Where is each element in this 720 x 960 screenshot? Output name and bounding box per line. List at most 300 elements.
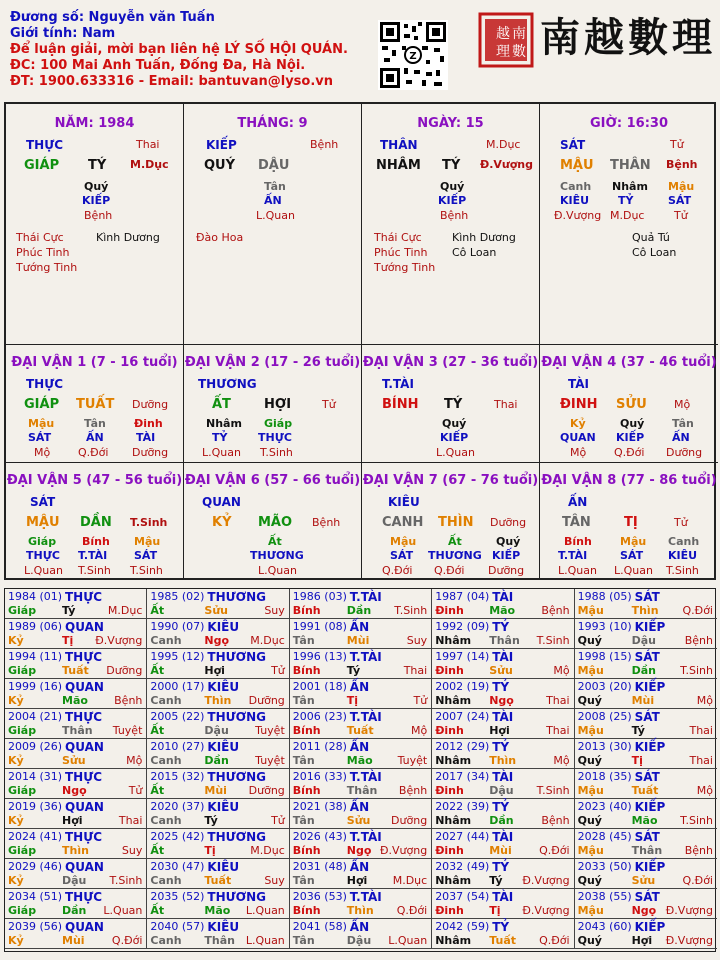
year-cell (575, 589, 717, 619)
phase-label: T.Sinh (536, 784, 570, 797)
phase-label: Dưỡng (490, 516, 527, 529)
star-list: Kình Dương Cô Loan (452, 231, 516, 259)
hidden-god: THƯƠNG (250, 549, 304, 562)
earthly-branch: Hợi (489, 724, 510, 737)
year-label: 2013 (30) (577, 740, 632, 753)
year-label: 1992 (09) (435, 620, 490, 633)
year-cell (147, 619, 289, 649)
phase-label: Đ.Vượng (95, 634, 143, 647)
year-cell (432, 739, 574, 769)
pillar-title: NGÀY: 15 (417, 116, 484, 131)
heavenly-stem: Canh (150, 754, 182, 767)
star-list: Kình Dương (96, 231, 160, 244)
ten-god-label: ẤN (349, 740, 370, 754)
hidden-phase: Q.Đới (78, 446, 109, 459)
year-cell (290, 919, 432, 949)
year-label: 2036 (53) (292, 890, 347, 903)
heavenly-stem: Mậu (577, 604, 604, 617)
year-cell (5, 799, 147, 829)
phase-label: Tuyệt (255, 754, 285, 767)
heavenly-stem: Kỷ (8, 934, 24, 947)
hidden-phase: Dưỡng (488, 564, 525, 577)
earthly-branch: Dậu (204, 724, 229, 737)
earthly-branch: TÝ (444, 397, 463, 412)
ten-god-label: QUAN (65, 620, 104, 634)
earthly-branch: Hợi (204, 664, 225, 677)
ten-god-label: TỶ (492, 740, 510, 754)
earthly-branch: Ngọ (204, 634, 230, 647)
year-cell (575, 709, 717, 739)
phase-label: Dưỡng (248, 694, 285, 707)
dai-van-title: ĐẠI VẬN 1 (7 - 16 tuổi) (11, 355, 178, 370)
ten-god-label: TÀI (492, 590, 514, 604)
hidden-god: THỰC (26, 549, 60, 562)
hidden-phase: Q.Đới (382, 564, 413, 577)
phase-label: L.Quan (245, 904, 285, 917)
ten-god-label: TỶ (492, 680, 510, 694)
earthly-branch: Tị (62, 634, 74, 647)
phase-label: M.Dục (250, 634, 285, 647)
year-label: 2042 (59) (435, 920, 490, 933)
heavenly-stem: Giáp (8, 664, 37, 677)
year-label: 2041 (58) (292, 920, 347, 933)
hidden-stem: Mậu (134, 535, 161, 548)
year-cell (575, 859, 717, 889)
phase-label: Bệnh (310, 138, 339, 151)
heavenly-stem: Đinh (435, 904, 464, 917)
year-label: 2010 (27) (150, 740, 205, 753)
year-label: 2001 (18) (292, 680, 347, 693)
phase-label: Mộ (674, 398, 691, 411)
ten-god-label: T.TÀI (349, 710, 382, 724)
year-label: 2006 (23) (292, 710, 347, 723)
ten-god-label: KIÊU (207, 620, 240, 634)
hidden-stem: Tân (84, 417, 106, 430)
earthly-branch: Ngọ (631, 904, 657, 917)
year-label: 2038 (55) (577, 890, 632, 903)
earthly-branch: TỊ (624, 515, 638, 530)
ten-god-label: THỰC (65, 710, 103, 724)
year-label: 2025 (42) (150, 830, 205, 843)
pillar-title: GIỜ: 16:30 (590, 116, 668, 131)
ten-god-label: THƯƠNG (207, 650, 267, 664)
earthly-branch: Dậu (631, 634, 656, 647)
heavenly-stem: Bính (292, 844, 321, 857)
year-label: 1997 (14) (435, 650, 490, 663)
ten-god-label: KIẾP (634, 860, 666, 874)
heavenly-stem: Bính (292, 664, 321, 677)
year-label: 1986 (03) (292, 590, 347, 603)
dai-van-title: ĐẠI VẬN 4 (37 - 46 tuổi) (541, 355, 717, 370)
ten-god-label: THỰC (65, 770, 103, 784)
phase-label: Bệnh (312, 516, 341, 529)
heavenly-stem: CANH (382, 515, 424, 530)
year-cell (147, 769, 289, 799)
year-cell (575, 799, 717, 829)
phase-label: Tuyệt (255, 724, 285, 737)
phase-label: T.Sinh (109, 874, 143, 887)
ten-god-label: KIẾP (634, 920, 666, 934)
year-cell (5, 919, 147, 949)
svg-text:越: 越 (496, 26, 510, 42)
svg-text:理: 理 (496, 44, 510, 60)
contact-text: Để luận giải, mời bạn liên hệ LÝ SỐ HỘI QUÁN. (10, 42, 348, 57)
dai-van-title: ĐẠI VẬN 6 (57 - 66 tuổi) (184, 473, 361, 488)
earthly-branch: HỢI (264, 397, 292, 412)
phase-label: Mộ (553, 664, 570, 677)
heavenly-stem: Nhâm (435, 754, 472, 767)
phase-label: Q.Đới (682, 604, 713, 617)
ten-god-label: T.TÀI (349, 590, 382, 604)
hidden-god: KIẾP (492, 549, 521, 562)
year-cell (290, 679, 432, 709)
year-label: 2021 (38) (292, 800, 347, 813)
ten-god-label: KIÊU (207, 740, 240, 754)
phase-label: Bệnh (684, 844, 713, 857)
ten-god-label: SÁT (634, 650, 660, 664)
earthly-branch: Tị (489, 904, 501, 917)
chart-grid (4, 102, 716, 580)
dai-van-cell (6, 344, 184, 462)
year-label: 2016 (33) (292, 770, 347, 783)
hidden-god: SÁT (620, 549, 644, 562)
year-label: 2020 (37) (150, 800, 205, 813)
heavenly-stem: Tân (292, 694, 315, 707)
heavenly-stem: Bính (292, 724, 321, 737)
year-label: 1987 (04) (435, 590, 490, 603)
hidden-phase: L.Quan (202, 446, 241, 459)
phase-label: Suy (264, 604, 285, 617)
phase-label: Tử (128, 784, 143, 797)
svg-text:Z: Z (409, 51, 417, 62)
ten-god-label: THƯƠNG (207, 770, 267, 784)
hidden-stem: Quý (496, 535, 521, 548)
ten-god-label: ẤN (568, 495, 588, 509)
earthly-branch: Thân (204, 934, 235, 947)
year-cell (5, 649, 147, 679)
hidden-god: T.TÀI (558, 549, 588, 562)
year-cell (575, 829, 717, 859)
ten-god-label: ẤN (349, 620, 370, 634)
ten-god-label: SÁT (560, 138, 586, 152)
hidden-stem: Mậu (668, 180, 695, 193)
earthly-branch: Mùi (204, 784, 227, 797)
year-label: 1999 (16) (8, 680, 63, 693)
earthly-branch: Ngọ (62, 784, 87, 797)
year-cell (5, 679, 147, 709)
ten-god-label: TÀI (492, 830, 514, 844)
year-cell (290, 859, 432, 889)
phase-label: Đ.Vượng (522, 904, 570, 917)
hidden-stem: Kỷ (570, 417, 586, 430)
hidden-stem: Mậu (620, 535, 647, 548)
year-label: 2007 (24) (435, 710, 490, 723)
year-label: 2043 (60) (577, 920, 632, 933)
phase-label: Mộ (410, 724, 428, 737)
year-label: 2008 (25) (577, 710, 632, 723)
year-label: 2028 (45) (577, 830, 632, 843)
ten-god-label: TỶ (492, 800, 510, 814)
year-label: 2031 (48) (292, 860, 347, 873)
dai-van-cell (184, 344, 362, 462)
ten-god-label: THƯƠNG (198, 377, 257, 391)
address-text: ĐC: 100 Mai Anh Tuấn, Đống Đa, Hà Nội. (10, 58, 306, 73)
dai-van-title: ĐẠI VẬN 3 (27 - 36 tuổi) (362, 355, 539, 370)
year-label: 1996 (13) (292, 650, 347, 663)
earthly-branch: Hợi (631, 934, 653, 947)
year-cell (147, 739, 289, 769)
year-cell (290, 739, 432, 769)
phase-label: Tử (670, 138, 684, 151)
heavenly-stem: ĐINH (560, 397, 598, 412)
hidden-god: KIÊU (560, 194, 590, 207)
heavenly-stem: Giáp (8, 604, 37, 617)
hidden-phase: Dưỡng (132, 446, 169, 459)
ten-god-label: SÁT (634, 710, 660, 724)
heavenly-stem: Kỷ (8, 694, 24, 707)
year-cell (432, 919, 574, 949)
year-label: 2024 (41) (8, 830, 63, 843)
year-label: 2022 (39) (435, 800, 490, 813)
year-cell (432, 799, 574, 829)
year-cell (147, 649, 289, 679)
ten-god-label: TỶ (492, 860, 510, 874)
heavenly-stem: Ất (150, 784, 165, 797)
phase-label: Thai (546, 724, 570, 737)
heavenly-stem: Canh (150, 934, 182, 947)
phase-label: Đ.Vượng (480, 158, 534, 171)
earthly-branch: Hợi (62, 814, 83, 827)
hidden-stem: Quý (620, 417, 645, 430)
year-label: 1989 (06) (8, 620, 63, 633)
year-label: 2009 (26) (8, 740, 63, 753)
hidden-god: SÁT (134, 549, 158, 562)
heavenly-stem: Mậu (577, 844, 604, 857)
hidden-phase: T.Sinh (78, 564, 111, 577)
heavenly-stem: Canh (150, 634, 182, 647)
earthly-branch: Thìn (204, 694, 232, 707)
heavenly-stem: Canh (150, 694, 182, 707)
heavenly-stem: Đinh (435, 724, 464, 737)
heavenly-stem: Bính (292, 784, 321, 797)
ten-god-label: THƯƠNG (207, 710, 267, 724)
hidden-phase: Mộ (34, 446, 51, 459)
earthly-branch: Sửu (631, 874, 656, 887)
hidden-stem: Canh (560, 180, 592, 193)
ten-god-label: KIÊU (207, 860, 240, 874)
ten-god-label: KIẾP (634, 740, 666, 754)
earthly-branch: Thân (62, 724, 93, 737)
phase-label: Suy (264, 874, 285, 887)
hidden-god: TỶ (212, 431, 228, 444)
year-cell (432, 859, 574, 889)
earthly-branch: Dậu (346, 934, 372, 947)
year-label: 1995 (12) (150, 650, 205, 663)
year-cell (5, 889, 147, 919)
hidden-phase: L.Quan (256, 209, 295, 222)
phase-label: L.Quan (103, 904, 143, 917)
ten-god-label: THỰC (65, 590, 103, 604)
hidden-phase: T.Sinh (130, 564, 163, 577)
owner-gender: Giới tính: Nam (10, 26, 116, 41)
phase-label: Tuyệt (112, 724, 143, 737)
year-label: 2026 (43) (292, 830, 347, 843)
ten-god-label: THÂN (380, 138, 418, 152)
earthly-branch: Thân (346, 784, 378, 797)
hidden-stem: Tân (672, 417, 694, 430)
ten-god-label: THỰC (65, 890, 103, 904)
ten-god-label: THƯƠNG (207, 830, 267, 844)
ten-god-label: ẤN (349, 860, 370, 874)
hidden-stem: Ất (268, 535, 282, 548)
earthly-branch: Mão (489, 604, 516, 617)
hidden-phase: L.Quan (614, 564, 653, 577)
hidden-stem: Nhâm (206, 417, 242, 430)
earthly-branch: Tị (346, 694, 359, 707)
heavenly-stem: Nhâm (435, 934, 472, 947)
earthly-branch: SỬU (616, 397, 647, 412)
qr-code-icon (378, 20, 448, 90)
year-label: 2015 (32) (150, 770, 205, 783)
year-cell (290, 889, 432, 919)
year-cell (432, 889, 574, 919)
phase-label: Mộ (553, 754, 570, 767)
hidden-phase: Mộ (570, 446, 587, 459)
ten-god-label: THƯƠNG (207, 590, 267, 604)
ten-god-label: QUAN (65, 860, 104, 874)
phase-label: Dưỡng (391, 814, 428, 827)
ten-god-label: TỶ (492, 620, 510, 634)
earthly-branch: Dần (204, 754, 229, 767)
phase-label: Tử (271, 664, 285, 677)
phase-label: Bệnh (398, 784, 428, 797)
phase-label: Tuyệt (397, 754, 428, 767)
heavenly-stem: Mậu (577, 664, 604, 677)
ten-god-label: T.TÀI (349, 830, 382, 844)
phase-label: Tử (271, 814, 285, 827)
year-cell (147, 589, 289, 619)
phase-label: T.Sinh (680, 814, 713, 827)
year-cell (432, 679, 574, 709)
phase-label: L.Quan (388, 934, 428, 947)
phase-label: T.Sinh (536, 634, 570, 647)
earthly-branch: Tị (631, 754, 643, 767)
heavenly-stem: Giáp (8, 844, 37, 857)
year-label: 2034 (51) (8, 890, 63, 903)
pillar-month (184, 104, 362, 344)
hidden-phase: T.Sinh (666, 564, 699, 577)
earthly-branch: Tý (489, 874, 503, 887)
year-label: 1990 (07) (150, 620, 205, 633)
ten-god-label: TÀI (492, 770, 514, 784)
phase-label: Thai (118, 814, 143, 827)
year-label: 1998 (15) (577, 650, 632, 663)
heavenly-stem: Giáp (8, 724, 37, 737)
hidden-god: THỰC (258, 431, 292, 444)
year-label: 1994 (11) (8, 650, 63, 663)
hidden-god: ẤN (86, 431, 104, 444)
earthly-branch: Sửu (489, 664, 513, 677)
dai-van-title: ĐẠI VẬN 5 (47 - 56 tuổi) (6, 473, 183, 488)
year-cell (147, 709, 289, 739)
hidden-god: SÁT (28, 431, 52, 444)
heavenly-stem: Quý (577, 754, 602, 767)
phase-label: T.Sinh (680, 664, 713, 677)
earthly-branch: Tị (204, 844, 216, 857)
star-list: Quả Tú Cô Loan (632, 231, 677, 259)
ten-god-label: TỶ (492, 920, 510, 934)
phase-label: Tử (322, 398, 336, 411)
heavenly-stem: Canh (150, 874, 182, 887)
earthly-branch: Dần (631, 664, 656, 677)
earthly-branch: THÌN (438, 515, 474, 530)
ten-god-label: SÁT (634, 770, 660, 784)
earthly-branch: Mùi (346, 634, 370, 647)
dai-van-title: ĐẠI VẬN 8 (77 - 86 tuổi) (541, 473, 717, 488)
heavenly-stem: Nhâm (435, 694, 472, 707)
phase-label: Q.Đới (682, 874, 713, 887)
ten-god-label: SÁT (634, 890, 660, 904)
hidden-god: ẤN (672, 431, 690, 444)
phase-label: Bệnh (684, 634, 713, 647)
year-cell (147, 679, 289, 709)
year-label: 2037 (54) (435, 890, 490, 903)
svg-text:南: 南 (512, 26, 526, 42)
svg-text:數: 數 (512, 44, 526, 60)
dai-van-cell (540, 462, 718, 580)
hidden-god: T.TÀI (78, 549, 108, 562)
heavenly-stem: Giáp (8, 784, 37, 797)
year-cell (575, 739, 717, 769)
year-cell (5, 589, 147, 619)
phase-label: M.Dục (250, 844, 285, 857)
earthly-branch: Thìn (346, 904, 374, 917)
year-label: 2035 (52) (150, 890, 205, 903)
year-cell (5, 739, 147, 769)
phase-label: Bệnh (114, 694, 143, 707)
ten-god-label: SÁT (30, 495, 56, 509)
hidden-phase: T.Sinh (260, 446, 293, 459)
year-cell (5, 859, 147, 889)
year-cell (575, 619, 717, 649)
year-label: 2017 (34) (435, 770, 490, 783)
year-label: 1984 (01) (8, 590, 63, 603)
phase-label: L.Quan (245, 934, 285, 947)
hidden-phase: Dưỡng (666, 446, 703, 459)
earthly-branch: Thân (631, 844, 663, 857)
hidden-phase: Bệnh (440, 209, 469, 222)
heavenly-stem: Nhâm (435, 634, 472, 647)
heavenly-stem: NHÂM (376, 158, 421, 173)
hidden-phase: Bệnh (84, 209, 113, 222)
earthly-branch: MÃO (258, 515, 293, 530)
ten-god-label: TÀI (492, 650, 514, 664)
hidden-god: KIÊU (668, 549, 698, 562)
hidden-god: QUAN (560, 431, 596, 444)
hidden-god: KIẾP (438, 194, 467, 207)
ten-god-label: SÁT (634, 590, 660, 604)
hidden-phase: L.Quan (24, 564, 63, 577)
earthly-branch: THÂN (610, 158, 651, 173)
year-cell (147, 829, 289, 859)
earthly-branch: Thìn (62, 844, 89, 857)
dai-van-cell (540, 344, 718, 462)
hidden-stem: Giáp (28, 535, 57, 548)
year-label: 2011 (28) (292, 740, 347, 753)
hidden-phase: Đ.Vượng (554, 209, 602, 222)
earthly-branch: Tuất (631, 784, 659, 797)
heavenly-stem: GIÁP (24, 397, 60, 412)
